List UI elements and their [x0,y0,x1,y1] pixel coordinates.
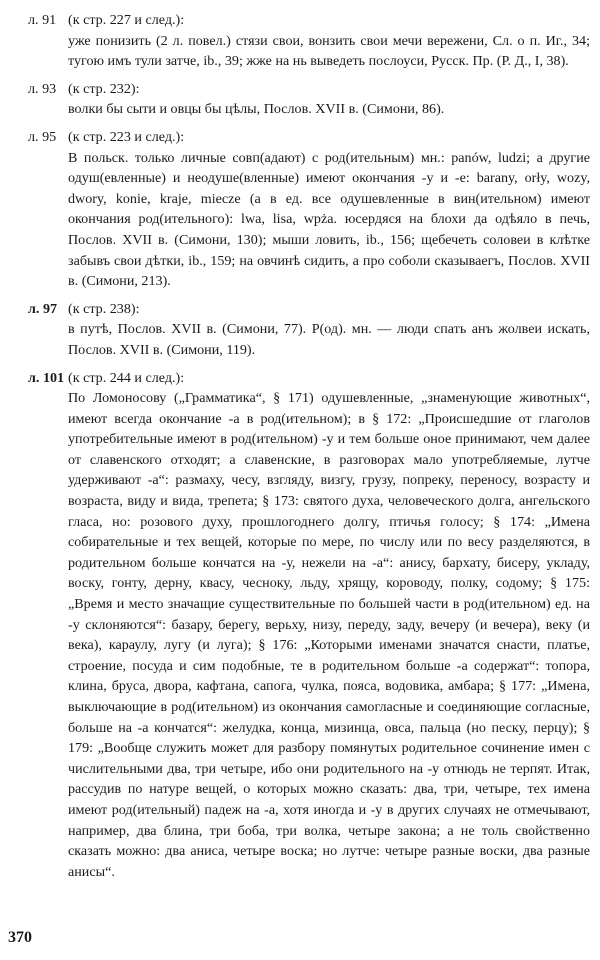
entry-l95 [28,127,590,292]
entry-text: уже понизить (2 л. повел.) стязи свои, вонзить свои мечи вережени, Сл. о п. Иг., 34; тугою имъ тули затче, ib., 39; жже на нь выведеть послоуси, Русск. Пр. (Р. Д., I, 38). [68,32,590,70]
entry-text: В польск. только личные совп(адают) с род(ительным) мн.: panów, ludzi; а другие одуш(евленные) и неодуше(вленные) имеют окончания -y и -e: barany, orły, wozy, dwory, konie, kraje, miecze (а в ед. все одушевленные в вин(ительном) имеют окончания род(ительного): lwa, lisa, wpża. юсердяся на блохи да одѣяло в печь, Послов. XVII в. (Симони, 130); мыши ловить, ib., 156; щебечеть соловеи в клѣтке забывъ свои дѣтки, ib., 159; на овчинѣ сидить, а про соболи сказываегъ, Послов. XVII в. (Симони, 213). [68,149,590,290]
entry-text: По Ломоносову („Грамматика“, § 171) одушевленные, „знаменующие животных“, имеют всегда окончание -а в род(ительном); в § 172: „Происшедшие от глаголов употребительные имеют в род(ительном) -у и тем больше оное принимают, чем далее от славенского отходят; а славенские, в разговорах мало употребляемые, лутче удерживают -а“: размаху, чесу, взгляду, визгу, грузу, попреку, переносу, возрасту и возраста, виду и вида, трепета; § 173: святого духа, человеческого долга, ангельского гласа, но: розового духу, прошлогоднего долгу, птичья голосу; § 174: „Имена собирательные и тех вещей, которые по мере, по числу или по весу разделяются, в родительном больше кончатся на -у, нежели на -а“: анису, бархату, бисеру, укладу, воску, гонту, дерну, квасу, чесноку, льду, хрящу, короводу, полку, содому; § 175: „Время и место значащие существительные по большей части в род(ительном) ед. на -у склоняются“: базару, берегу, верьху, низу, переду, заду, вечеру (и вечера), веку (и века), караулу, лугу (и луга); § 176: „Которыми именами значатся снасти, платье, строение, посуда и сим подобные, те в родительном больше -а содержат“: топора, клина, бруса, двора, кафтана, сапога, чулка, пояса, водовика, амбара; § 177: „Имена, выключающие в род(ительном) из окончания самогласные и соединяющие согласные, больше на -а кончатся“: желудка, конца, мизинца, овса, пальца (но песку, перцу); § 179: „Вообще служить может для разбору помянутых родительное сочинение имен с числительными два, три четыре, ибо они родительного на -у отнюдь не терпят. Итак, рассудив по натуре вещей, о которых можно сказать: два, три, четыре, тех имена имеют род(ительный) падеж на -а, хотя иногда и -у в других случаях не отмечывают, например, два блина, три боба, три волка, четыре закона; а не толь свойственно сказать можно: два аниса, четыре воска; но лутче: четыре разные воски, два разные анисы“. [68,390,590,880]
sheet-ref: л. 101 [28,369,65,386]
page [28,10,590,889]
entry-l93 [28,79,590,120]
page-number: 370 [8,929,32,946]
entry-text: в путѣ, Послов. XVII в. (Симони, 77). Р(од). мн. — люди спать анъ жолвеи искать, Послов. XVII в. (Симони, 119). [68,321,590,358]
page-ref: (к стр. 223 и след.): [68,128,185,145]
page-ref: (к стр. 238): [68,300,140,317]
sheet-ref: л. 91 [28,12,57,28]
sheet-ref: л. 97 [28,300,58,317]
page-ref: (к стр. 227 и след.): [68,12,185,28]
entry-l97 [28,299,590,361]
page-ref: (к стр. 232): [68,80,140,97]
entry-text: волки бы сыти и овцы бы цѣлы, Послов. XVII в. (Симони, 86). [68,101,445,118]
page-ref: (к стр. 244 и след.): [68,369,185,386]
entry-l101 [28,368,590,883]
sheet-ref: л. 93 [28,80,57,97]
entry-l91 [28,10,590,72]
sheet-ref: л. 95 [28,128,57,145]
